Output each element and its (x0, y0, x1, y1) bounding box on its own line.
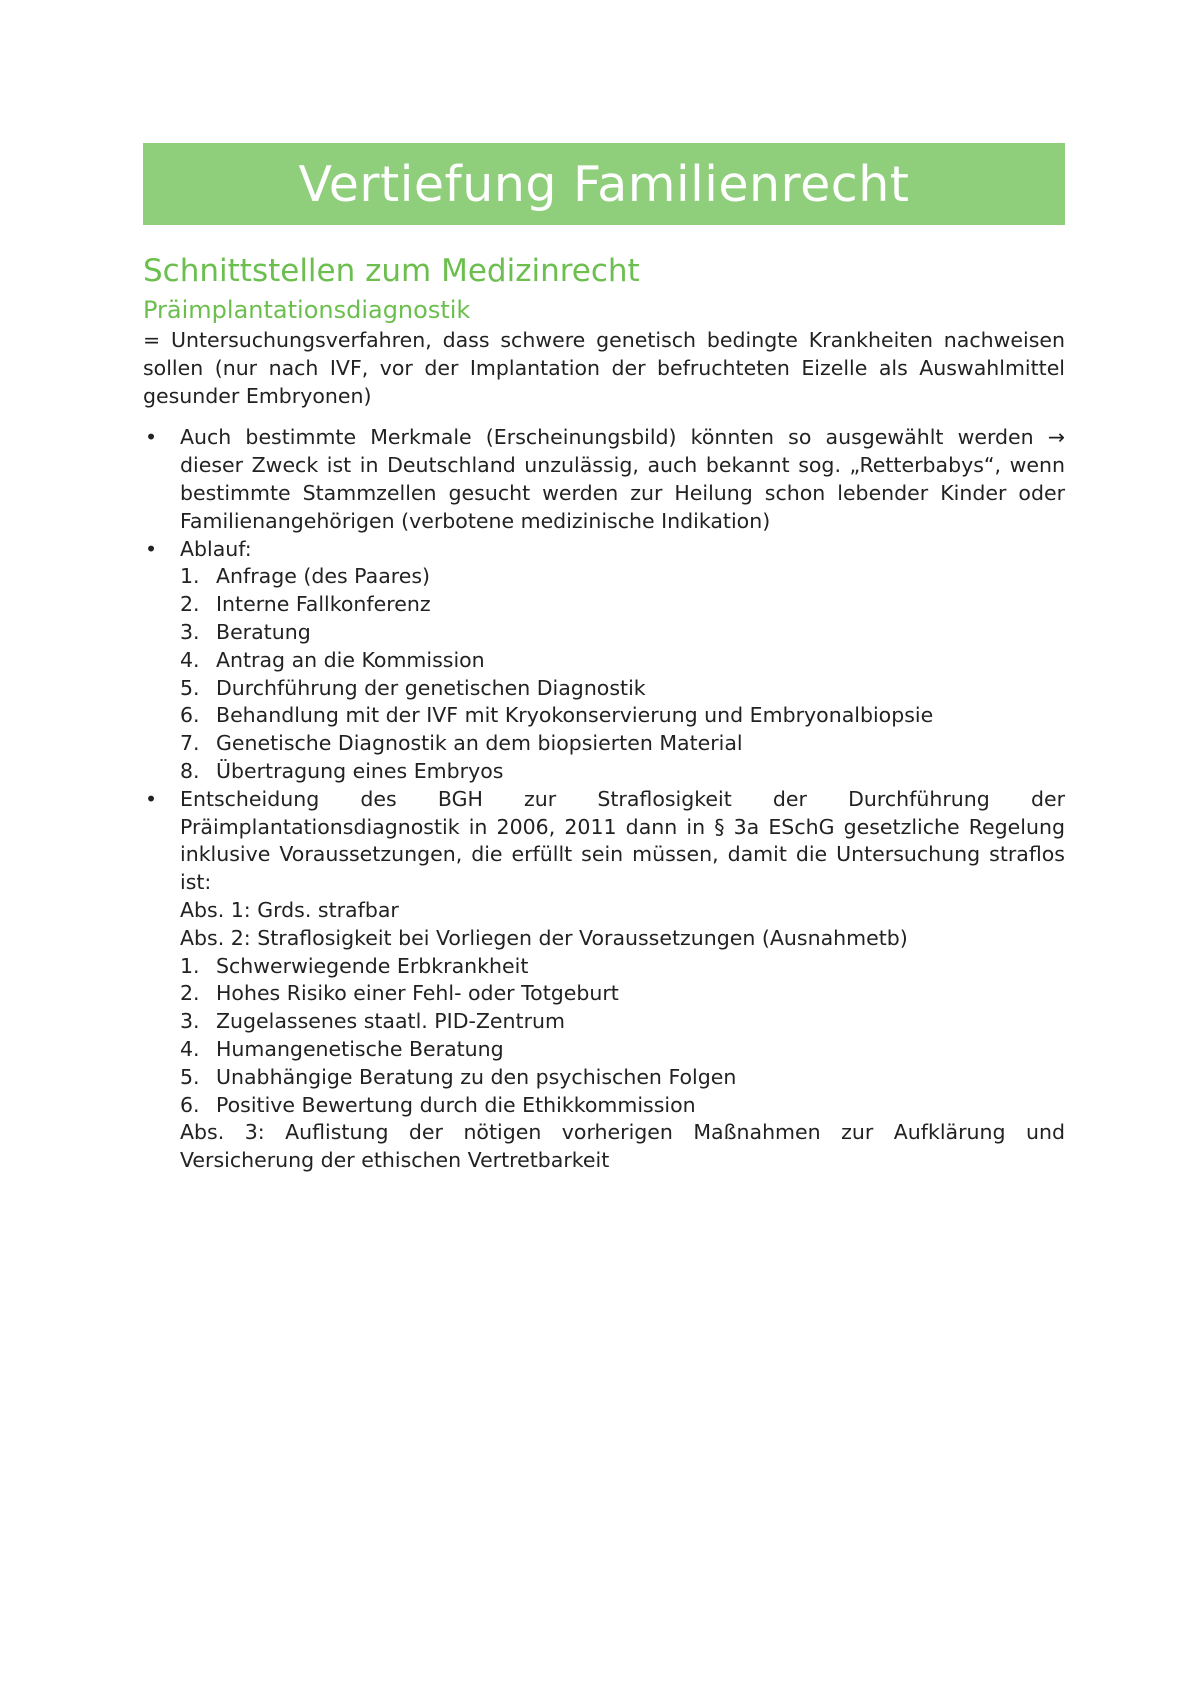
requirements-list (143, 953, 1065, 1120)
abs-3-item (143, 1119, 1065, 1175)
bullet-icon: • (145, 536, 158, 561)
requirement-item (143, 1008, 1065, 1036)
list-item-text: Hohes Risiko einer Fehl- oder Totgeburt (216, 981, 619, 1006)
procedure-step-item (143, 647, 1065, 675)
list-item-text: Antrag an die Kommission (216, 647, 485, 672)
requirement-item (143, 1036, 1065, 1064)
procedure-steps-list (143, 563, 1065, 785)
bullet-item-merkmale (143, 424, 1065, 535)
list-number: 8. (180, 758, 200, 783)
list-number: 3. (180, 1009, 200, 1034)
requirement-item (143, 1064, 1065, 1092)
list-number: 3. (180, 619, 200, 644)
list-item-text: Humangenetische Beratung (216, 1036, 504, 1061)
subsection-heading: Präimplantationsdiagnostik (143, 296, 471, 324)
list-number: 7. (180, 731, 200, 756)
requirement-item (143, 953, 1065, 981)
document-page (143, 143, 1065, 1175)
list-number: 1. (180, 564, 200, 589)
bullet-item-bgh (143, 786, 1065, 953)
list-number: 4. (180, 647, 200, 672)
abs-3-text: Abs. 3: Auflistung der nötigen vorherigen Maßnahmen zur Aufklärung und Versicherung der ethischen Vertretbarkeit (180, 1120, 1065, 1173)
requirements-container (143, 953, 1065, 1120)
list-item-text: Zugelassenes staatl. PID-Zentrum (216, 1009, 565, 1034)
bullet-item-ablauf (143, 536, 1065, 564)
procedure-step-item (143, 730, 1065, 758)
list-item-text: Unabhängige Beratung zu den psychischen Folgen (216, 1064, 737, 1089)
list-number: 6. (180, 703, 200, 728)
bullet-text: Auch bestimmte Merkmale (Erscheinungsbild) könnten so ausgewählt werden → dieser Zweck ist in Deutschland unzulässig, auch bekannt sog. „Retterbabys“, wenn bestimmte Stammzellen gesucht werden zur Heilung schon lebender Kinder oder Familienangehörigen (verbotene medizinische Indikation) (180, 425, 1065, 533)
bullet-text: Entscheidung des BGH zur Straflosigkeit der Durchführung der Präimplantationsdiagnostik in 2006, 2011 dann in § 3a ESchG gesetzliche Regelung inklusive Voraussetzungen, die erfüllt sein müssen, damit die Untersuchung straflos ist: (180, 786, 1065, 895)
document-title: Vertiefung Familienrecht (298, 155, 910, 213)
list-item-text: Schwerwiegende Erbkrankheit (216, 953, 529, 978)
list-number: 5. (180, 1064, 200, 1089)
list-number: 6. (180, 1092, 200, 1117)
list-item-text: Behandlung mit der IVF mit Kryokonservierung und Embryonalbiopsie (216, 703, 934, 728)
procedure-steps-container (143, 563, 1065, 785)
procedure-step-item (143, 591, 1065, 619)
list-number: 5. (180, 675, 200, 700)
bullet-text: Ablauf: (180, 536, 252, 561)
list-number: 1. (180, 953, 200, 978)
abs-1-text: Abs. 1: Grds. strafbar (180, 897, 399, 922)
section-heading: Schnittstellen zum Medizinrecht (143, 253, 640, 289)
procedure-step-item (143, 619, 1065, 647)
abs-2-text: Abs. 2: Straflosigkeit bei Vorliegen der Voraussetzungen (Ausnahmetb) (180, 925, 908, 950)
list-item-text: Interne Fallkonferenz (216, 592, 431, 617)
procedure-step-item (143, 563, 1065, 591)
procedure-step-item (143, 758, 1065, 786)
list-number: 4. (180, 1036, 200, 1061)
list-number: 2. (180, 592, 200, 617)
procedure-step-item (143, 702, 1065, 730)
bullet-icon: • (145, 425, 158, 450)
list-item-text: Beratung (216, 619, 311, 644)
intro-paragraph: = Untersuchungsverfahren, dass schwere genetisch bedingte Krankheiten nachweisen sollen (nur nach IVF, vor der Implantation der befruchteten Eizelle als Auswahlmittel gesunder Embryonen) (143, 328, 1065, 408)
requirement-item (143, 980, 1065, 1008)
bullet-list (143, 424, 1065, 1175)
procedure-step-item (143, 675, 1065, 703)
list-item-text: Genetische Diagnostik an dem biopsierten Material (216, 731, 743, 756)
requirement-item (143, 1092, 1065, 1120)
list-item-text: Anfrage (des Paares) (216, 564, 431, 589)
list-number: 2. (180, 981, 200, 1006)
list-item-text: Positive Bewertung durch die Ethikkommission (216, 1092, 696, 1117)
list-item-text: Übertragung eines Embryos (216, 758, 504, 783)
list-item-text: Durchführung der genetischen Diagnostik (216, 675, 646, 700)
bullet-icon: • (145, 786, 158, 811)
title-banner (143, 143, 1065, 225)
